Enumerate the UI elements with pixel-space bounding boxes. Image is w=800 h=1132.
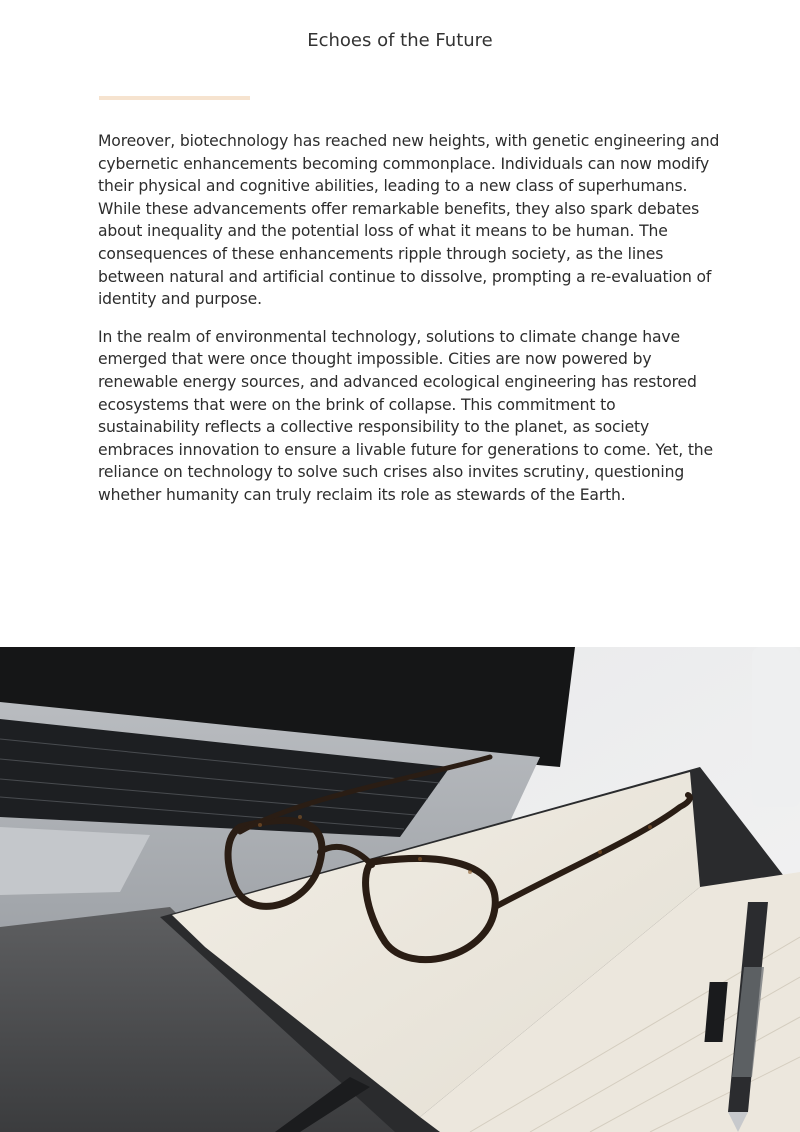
paragraph-environmental-technology: In the realm of environmental technology, solutions to climate change have emerged that were once thought impossible. Cities are now powered by renewable energy sources, and advanced ecological engineering has restored ecosystems that were on the brink of collapse. This commitment to sustainability reflects a collective responsibility to the planet, as society embraces innovation to ensure a livable future for generations to come. Yet, the reliance on technology to solve such crises also invites scrutiny, questioning whether humanity can truly reclaim its role as stewards of the Earth.: [98, 327, 713, 504]
cup-shape: [752, 647, 800, 807]
article-body: [98, 130, 720, 522]
page-title: Echoes of the Future: [307, 30, 493, 51]
paragraph-biotechnology: Moreover, biotechnology has reached new heights, with genetic engineering and cybernetic enhancements becoming commonplace. Individuals can now modify their physical and cognitive abilities, leading to a new class of superhumans. While these advancements offer remarkable benefits, they also spark debates about inequality and the potential loss of what it means to be human. The consequences of these enhancements ripple through society, as the lines between natural and artificial continue to dissolve, prompting a re-evaluation of identity and purpose.: [98, 132, 720, 309]
laptop-glasses-notebook-photo: [0, 647, 800, 1132]
accent-divider: [99, 96, 250, 100]
